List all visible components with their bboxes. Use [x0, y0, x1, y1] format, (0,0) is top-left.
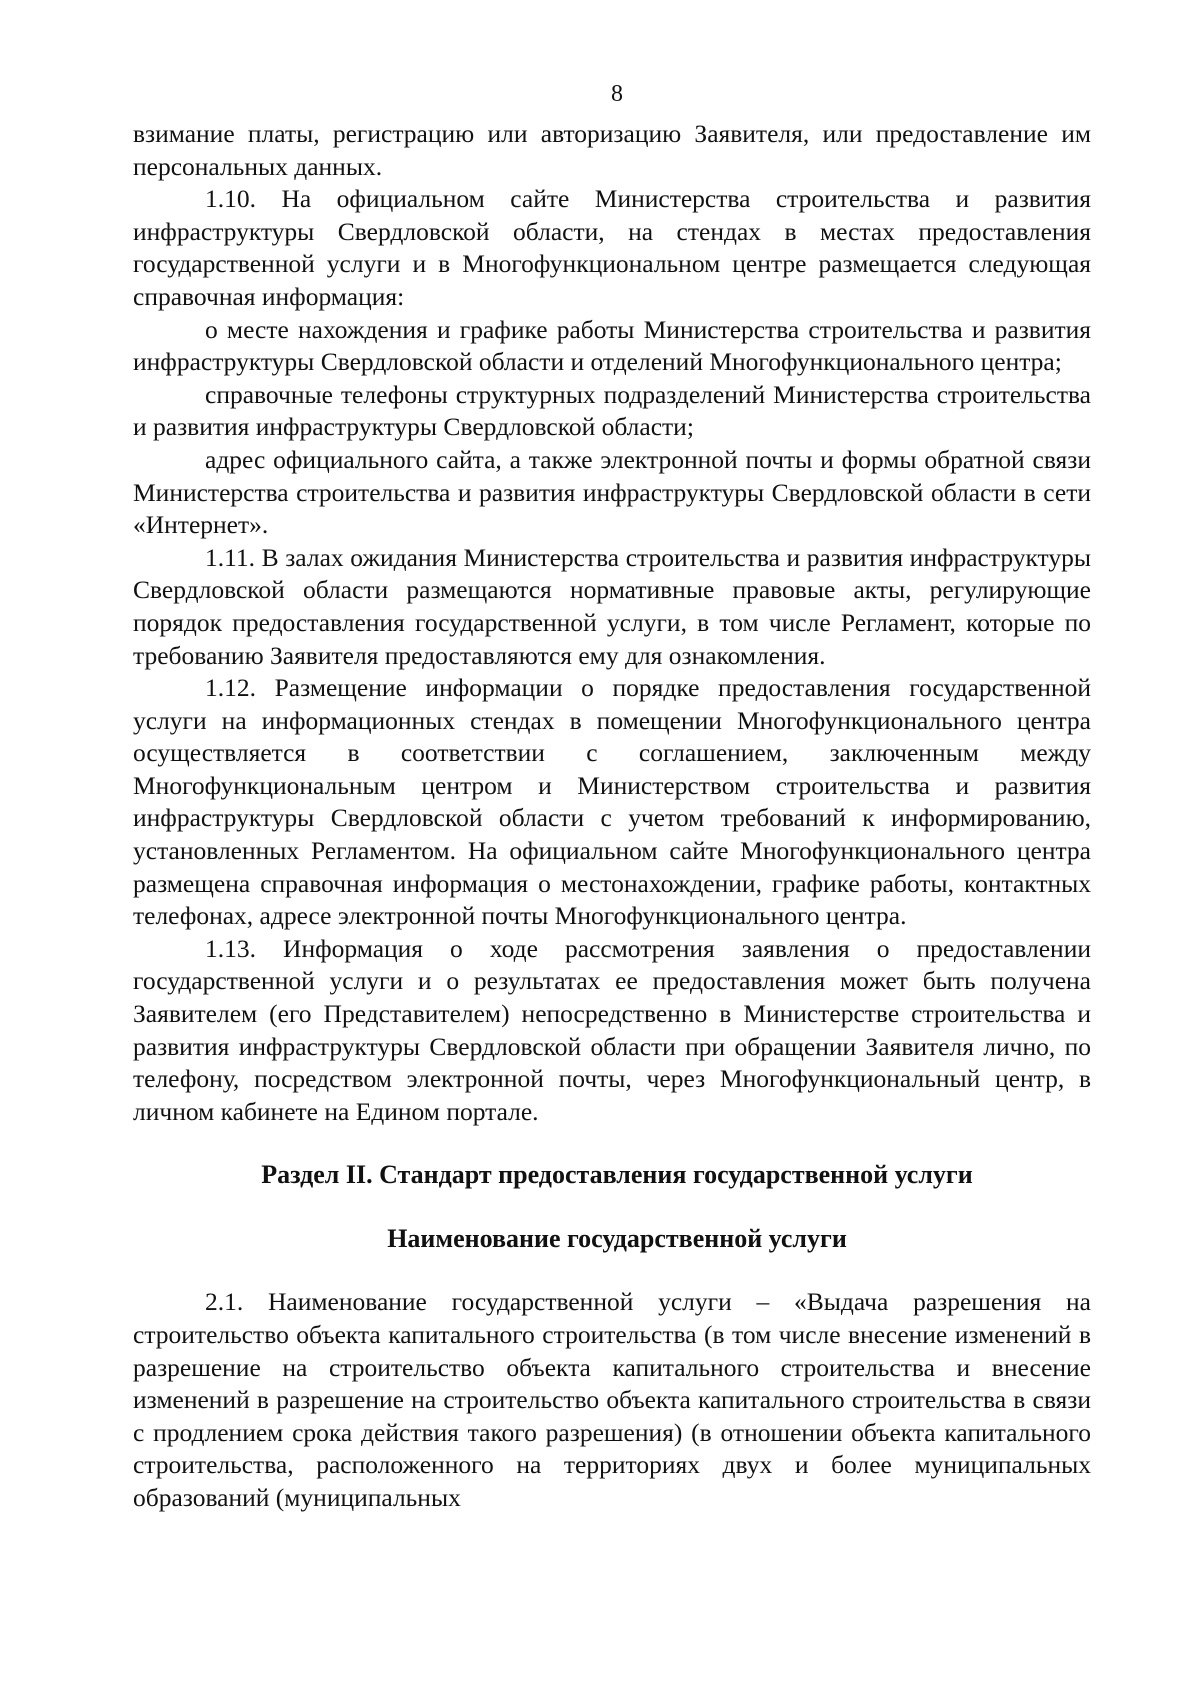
page-number: 8	[611, 81, 623, 107]
section-heading: Раздел II. Стандарт предоставления государственной услуги	[261, 1160, 973, 1190]
list-item-phones: справочные телефоны структурных подразделений Министерства строительства и развития инфраструктуры Свердловской области;	[133, 379, 1091, 442]
subsection-heading: Наименование государственной услуги	[387, 1224, 847, 1254]
paragraph-continuation: взимание платы, регистрацию или авторизацию Заявителя, или предоставление им персональных данных.	[133, 119, 1091, 181]
paragraph-1-12: 1.12. Размещение информации о порядке предоставления государственной услуги на информационных стендах в помещении Многофункционального центра осуществляется в соответствии с соглашением, заключенным между Многофункциональным центром и Министерством строительства и развития инфраструктуры Свердловской области с учетом требований к информированию, установленных Регламентом. На официальном сайте Многофункционального центра размещена справочная информация о местонахождении, графике работы, контактных телефонах, адресе электронной почты Многофункционального центра.	[133, 673, 1091, 931]
paragraph-2-1: 2.1. Наименование государственной услуги – «Выдача разрешения на строительство объекта капитального строительства (в том числе внесение изменений в разрешение на строительство объекта капитального строительства и внесение изменений в разрешение на строительство объекта капитального строительства в связи с продлением срока действия такого разрешения) (в отношении объекта капитального строительства, расположенного на территориях двух и более муниципальных образований (муниципальных	[133, 1287, 1091, 1512]
list-item-website-email: адрес официального сайта, а также электронной почты и формы обратной связи Министерства строительства и развития инфраструктуры Свердловской области в сети «Интернет».	[133, 444, 1091, 540]
list-item-location-schedule: о месте нахождения и графике работы Министерства строительства и развития инфраструктуры Свердловской области и отделений Многофункционального центра;	[133, 314, 1091, 377]
paragraph-1-10: 1.10. На официальном сайте Министерства строительства и развития инфраструктуры Свердловской области, на стендах в местах предоставления государственной услуги и в Многофункциональном центре размещается следующая справочная информация:	[133, 184, 1091, 311]
paragraph-1-11: 1.11. В залах ожидания Министерства строительства и развития инфраструктуры Свердловской области размещаются нормативные правовые акты, регулирующие порядок предоставления государственной услуги, в том числе Регламент, которые по требованию Заявителя предоставляются ему для ознакомления.	[133, 542, 1091, 670]
paragraph-1-13: 1.13. Информация о ходе рассмотрения заявления о предоставлении государственной услуги и о результатах ее предоставления может быть получена Заявителем (его Представителем) непосредственно в Министерстве строительства и развития инфраструктуры Свердловской области при обращении Заявителя лично, по телефону, посредством электронной почты, через Многофункциональный центр, в личном кабинете на Едином портале.	[133, 933, 1091, 1126]
document-page	[133, 78, 1091, 1515]
body-after-section	[133, 1286, 1091, 1514]
body-before-section	[133, 118, 1091, 1128]
